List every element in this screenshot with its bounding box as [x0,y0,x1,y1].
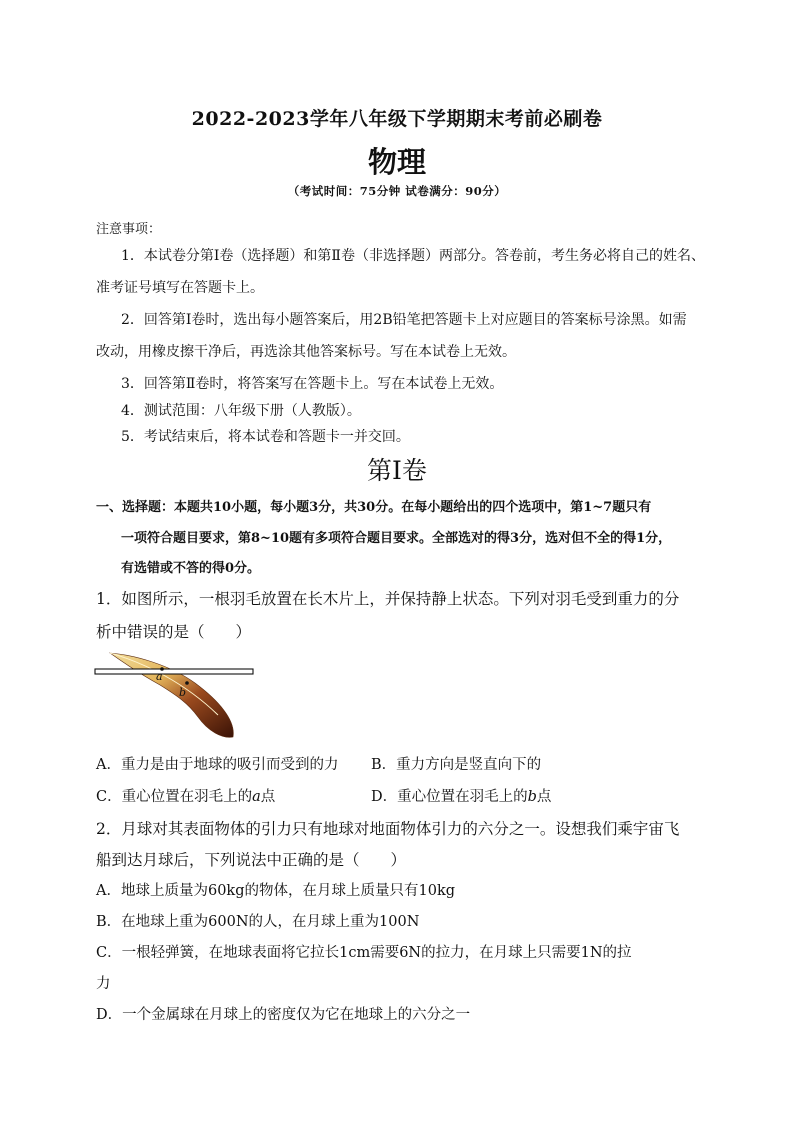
question-2-option-b: B．在地球上重为600N的人，在月球上重为100N [96,914,420,930]
point-b-label: b [179,686,187,699]
question-1-option-c [96,785,275,806]
note-item-1-line-2: 准考证号填写在答题卡上。 [96,280,264,296]
option-d-text: D．重心位置在羽毛上的 [371,789,528,805]
question-2-option-c-line-1: C．一根轻弹簧，在地球表面将它拉长1cm需要6N的拉力，在月球上只需要1N的拉 [96,945,632,961]
exam-title: 2022-2023学年八年级下学期期末考前必刷卷 [191,108,603,130]
notes-heading: 注意事项： [96,222,162,237]
section-instruction-line-2: 一项符合题目要求，第8~10题有多项符合题目要求。全部选对的得3分，选对但不全的得1分， [121,531,672,546]
section-instruction-line-1: 一、选择题：本题共10小题，每小题3分，共30分。在每小题给出的四个选项中，第1~7题只有 [96,500,652,515]
question-1-option-a: A．重力是由于地球的吸引而受到的力 [96,757,339,773]
question-1-stem-line-2: 析中错误的是（ ） [96,623,252,641]
question-2-option-d: D．一个金属球在月球上的密度仅为它在地球上的六分之一 [96,1007,471,1023]
feather-vane [110,653,233,737]
note-item-4: 4．测试范围：八年级下册（人教版）。 [121,403,361,419]
point-b-marker [185,681,189,685]
option-c-suffix: 点 [260,789,276,805]
question-1-option-b: B．重力方向是竖直向下的 [371,757,542,773]
option-d-suffix: 点 [536,789,552,805]
question-2-stem-line-2: 船到达月球后，下列说法中正确的是（ ） [96,851,407,869]
option-d-variable: b [527,789,537,805]
option-c-text: C．重心位置在羽毛上的 [96,789,253,805]
note-item-2-line-2: 改动，用橡皮擦干净后，再选涂其他答案标号。写在本试卷上无效。 [96,344,516,360]
note-item-3: 3．回答第Ⅱ卷时，将答案写在答题卡上。写在本试卷上无效。 [121,376,504,392]
subject-title: 物理 [367,145,426,179]
feather-figure [90,645,260,745]
question-2-option-c-line-2: 力 [96,976,111,992]
question-1-stem-line-1: 1．如图所示，一根羽毛放置在长木片上，并保持静上状态。下列对羽毛受到重力的分 [96,590,680,608]
question-1-option-d [371,785,551,806]
question-2-option-a: A．地球上质量为60kg的物体，在月球上质量只有10kg [96,883,456,899]
note-item-2-line-1: 2．回答第Ⅰ卷时，选出每小题答案后，用2B铅笔把答题卡上对应题目的答案标号涂黑。如需 [121,312,687,328]
section-instruction-line-3: 有选错或不答的得0分。 [121,561,261,576]
option-c-variable: a [252,789,261,805]
note-item-1-line-1: 1．本试卷分第Ⅰ卷（选择题）和第Ⅱ卷（非选择题）两部分。答卷前，考生务必将自己的姓名、 [121,248,705,264]
part-title: 第Ⅰ卷 [367,456,427,485]
exam-info: （考试时间：75分钟 试卷满分：90分） [287,184,507,198]
wooden-strip [95,669,253,674]
question-2-stem-line-1: 2．月球对其表面物体的引力只有地球对地面物体引力的六分之一。设想我们乘宇宙飞 [96,820,680,838]
note-item-5: 5．考试结束后，将本试卷和答题卡一并交回。 [121,429,410,445]
point-a-label: a [156,670,163,683]
